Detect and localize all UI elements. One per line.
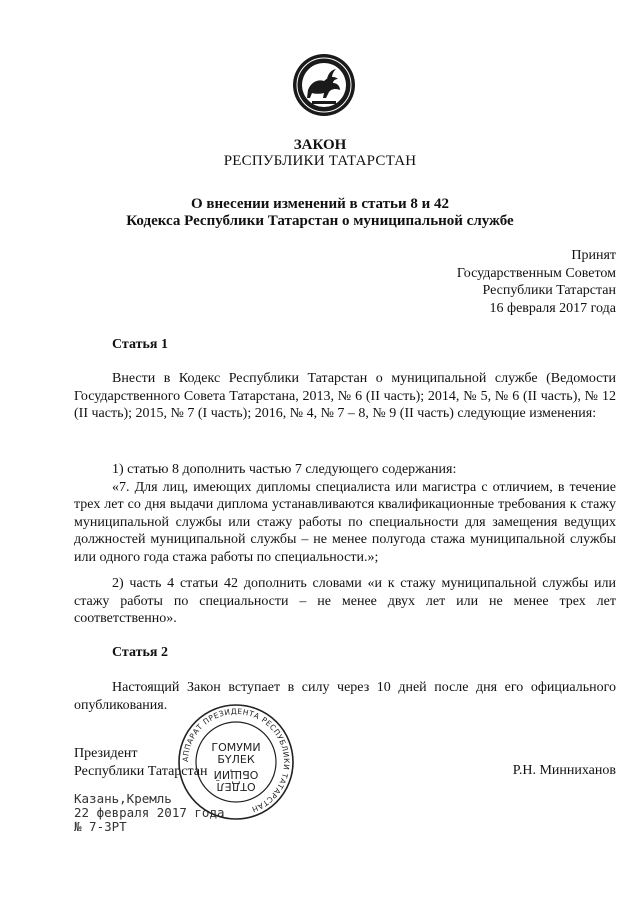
place: Казань,Кремль xyxy=(74,791,172,806)
stamp-text: ОТДЕЛ xyxy=(216,780,256,793)
document-type: ЗАКОН xyxy=(293,137,347,153)
adoption-date: 16 февраля 2017 года xyxy=(489,300,616,316)
law-number: № 7-ЗРТ xyxy=(74,819,127,834)
article-1-heading: Статья 1 xyxy=(112,337,168,352)
item-1-lead: 1) статью 8 дополнить частью 7 следующего содержания: xyxy=(112,462,457,477)
stamp-text: БҮЛЕК xyxy=(217,753,255,766)
article-1-intro xyxy=(74,370,616,423)
signatory-title-line: Республики Татарстан xyxy=(74,763,208,779)
signatory-title-line: Президент xyxy=(74,746,138,761)
adoption-line: Принят xyxy=(571,248,616,263)
article-2-body: Настоящий Закон вступает в силу через 10 дней после дня его официального опубликования. xyxy=(74,680,616,713)
stamp-text: ОБЩИЙ xyxy=(213,768,259,781)
subject-line-1: О внесении изменений в статьи 8 и 42 xyxy=(191,196,449,212)
official-stamp xyxy=(176,702,296,822)
issuer: РЕСПУБЛИКИ ТАТАРСТАН xyxy=(223,153,417,169)
adoption-line: Республики Татарстан xyxy=(482,283,616,298)
adoption-line: Государственным Советом xyxy=(456,265,616,281)
article-2-heading: Статья 2 xyxy=(112,645,168,660)
stamp-text: ГОМУМИ xyxy=(211,741,261,754)
adoption-block xyxy=(457,247,616,317)
signatory-name: Р.Н. Минниханов xyxy=(512,763,616,778)
tatarstan-coat-of-arms-icon xyxy=(291,52,357,118)
subject-line-2: Кодекса Республики Татарстан о муниципальной службе xyxy=(126,213,514,229)
stamp-ring-text: АППАРАТ ПРЕЗИДЕНТА РЕСПУБЛИКИ ТАТАРСТАН xyxy=(180,706,292,815)
signing-date: 22 февраля 2017 года xyxy=(74,805,225,820)
article-1-item-2 xyxy=(74,575,616,628)
article-1-item-1 xyxy=(74,461,616,566)
item-2-text: 2) часть 4 статьи 42 дополнить словами «и к стажу муниципальной службы или стажу работы по специальности – не менее двух лет или не менее трех лет соответственно». xyxy=(74,576,616,626)
article-1-intro-text: Внести в Кодекс Республики Татарстан о муниципальной службе (Ведомости Государственного Совета Татарстана, 2013, № 6 (II часть); 2014, № 5, № 6 (II часть), № 12 (II часть); 2015, № 7 (I часть); 2016, № 4, № 7 – 8, № 9 (II часть) следующие изменения: xyxy=(74,371,616,421)
item-1-text: «7. Для лиц, имеющих дипломы специалиста или магистра с отличием, в течение трех лет со дня выдачи диплома устанавливаются квалификационные требования к стажу муниципальной службы или стажу работы по специальности для замещения ведущих должностей муниципальной службы – не менее полугода стажа муниципальной службы или одного года стажа работы по специальности.»; xyxy=(74,479,616,565)
article-2-text xyxy=(74,679,616,714)
